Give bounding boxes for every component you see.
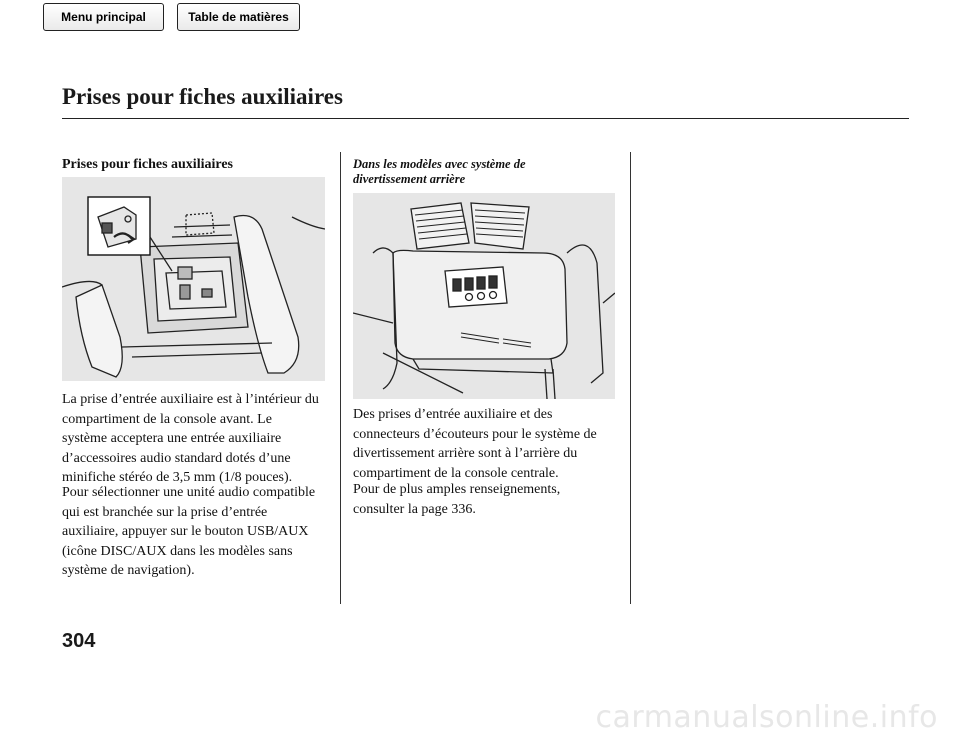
text-line: (icône DISC/AUX dans les modèles sans	[62, 543, 293, 559]
table-of-contents-button[interactable]: Table de matières	[177, 3, 300, 31]
heading-line: divertissement arrière	[353, 172, 466, 186]
heading-line: Dans les modèles avec système de	[353, 157, 526, 171]
text-line: qui est branchée sur la prise d’entrée	[62, 504, 268, 520]
main-menu-button[interactable]: Menu principal	[43, 3, 164, 31]
paragraph-front-aux-jack	[62, 390, 332, 488]
paragraph-more-info	[353, 480, 623, 519]
front-console-illustration-graphic	[62, 177, 325, 381]
text-line: Des prises d’entrée auxiliaire et des	[353, 407, 553, 422]
text-line: divertissement arrière sont à l’arrière du	[353, 446, 578, 461]
text-line: compartiment de la console avant. Le	[62, 411, 272, 427]
text-line: minifiche stéréo de 3,5 mm (1/8 pouces).	[62, 470, 293, 485]
rear-console-jacks-illustration	[353, 193, 615, 399]
text-line: système de navigation).	[62, 563, 195, 578]
paragraph-rear-jacks	[353, 405, 623, 483]
title-divider	[62, 118, 909, 119]
column-divider-right	[630, 152, 631, 604]
text-line: auxiliaire, appuyer sur le bouton USB/AUX	[62, 524, 309, 539]
rear-console-illustration-graphic	[353, 193, 615, 399]
text-line: compartiment de la console centrale.	[353, 465, 559, 481]
text-line: Pour de plus amples renseignements,	[353, 482, 561, 497]
column-divider-left	[340, 152, 341, 604]
page-title: Prises pour fiches auxiliaires	[62, 84, 343, 109]
page-number: 304	[62, 630, 96, 652]
text-line: d’accessoires audio standard dotés d’une	[62, 450, 291, 466]
text-line: consulter la page 336.	[353, 501, 476, 517]
text-line: Pour sélectionner une unité audio compatible	[62, 485, 316, 500]
section-heading: Prises pour fiches auxiliaires	[62, 157, 233, 172]
text-line: système acceptera une entrée auxiliaire	[62, 431, 282, 446]
text-line: La prise d’entrée auxiliaire est à l’intérieur du	[62, 392, 319, 407]
front-console-aux-jack-illustration	[62, 177, 325, 381]
rear-entertainment-heading	[353, 157, 623, 187]
watermark: carmanualsonline.info	[595, 700, 938, 735]
paragraph-select-aux	[62, 483, 332, 581]
text-line: connecteurs d’écouteurs pour le système de	[353, 426, 597, 442]
